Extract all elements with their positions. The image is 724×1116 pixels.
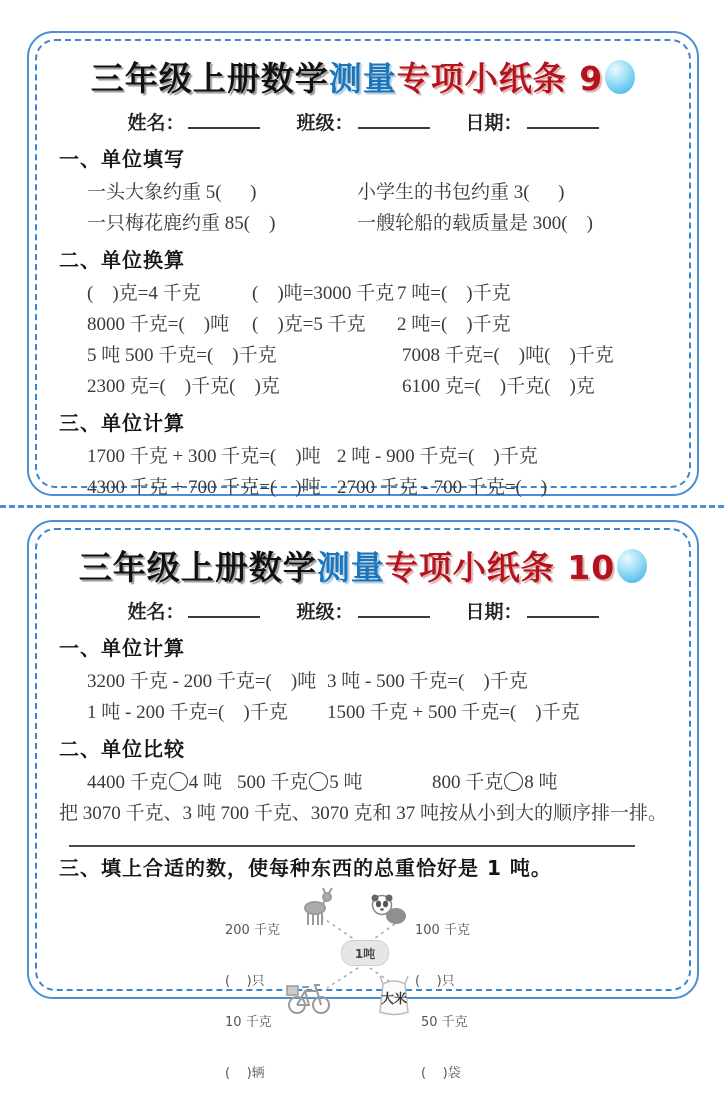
count-blank: ( )袋 (421, 1066, 461, 1081)
comparison-circle (504, 772, 523, 791)
comparison-circle (309, 772, 328, 791)
title-segment-blue: 测量 (316, 548, 385, 587)
exercise-cell: 一头大象约重 5( ) (87, 182, 257, 203)
worksheet-card-10 (27, 520, 699, 1081)
sort-instruction: 把 3070 千克、3 吨 700 千克、3070 克和 37 吨按从小到大的顺序排一排。 (59, 803, 668, 824)
title-segment-black: 三年级上册数学 (90, 59, 329, 98)
exercise-cell: 1700 千克 + 300 千克=( )吨 (87, 446, 321, 467)
title-segment-blue: 测量 (328, 59, 397, 98)
date-label: 日期： (465, 112, 523, 134)
name-field (127, 108, 260, 135)
worksheet-title (59, 53, 667, 100)
section-heading-1: 一、单位填写 (59, 147, 185, 171)
count-blank: ( )只 (415, 974, 455, 989)
comparison-item (432, 767, 667, 798)
rice-bag-label: 大米 (380, 992, 407, 1007)
count-blank: ( )辆 (225, 1066, 265, 1081)
exercise-cell: 2 吨 - 900 千克=( )千克 (337, 446, 538, 467)
exercise-cell: 1500 千克 + 500 千克=( )千克 (327, 702, 580, 723)
exercise-cell: ( )克=4 千克 (87, 283, 201, 304)
date-blank-line (527, 114, 599, 129)
worksheet-row (59, 177, 667, 208)
comparison-item (87, 767, 237, 798)
exercise-cell: 7008 千克=( )吨( )千克 (402, 345, 614, 366)
diagram-item-bicycle-labels (225, 980, 272, 1116)
class-field (296, 108, 429, 135)
balloon-icon (605, 60, 635, 94)
exercise-cell: ( )克=5 千克 (252, 314, 366, 335)
worksheet-row (59, 309, 667, 340)
weight-label: 100 千克 (415, 923, 470, 938)
worksheet-row (59, 340, 667, 371)
worksheet-row (59, 472, 667, 503)
worksheet-row (59, 278, 667, 309)
comparison-right: 5 吨 (329, 772, 363, 793)
exercise-cell: 小学生的书包约重 3( ) (357, 182, 565, 203)
class-label: 班级： (296, 112, 354, 134)
name-label: 姓名： (127, 112, 185, 134)
weight-label: 10 千克 (225, 1015, 272, 1030)
meta-row (59, 108, 667, 135)
worksheet-row (59, 441, 667, 472)
class-blank-line (358, 603, 430, 618)
comparison-row (59, 767, 667, 798)
exercise-cell: 一艘轮船的载质量是 300( ) (357, 213, 593, 234)
name-blank-line (188, 114, 260, 129)
date-field (466, 597, 599, 624)
class-blank-line (358, 114, 430, 129)
count-blank: ( )只 (225, 974, 265, 989)
comparison-item (237, 767, 432, 798)
name-label: 姓名： (127, 601, 185, 623)
bicycle-icon (285, 976, 333, 1016)
section-heading-3: 三、填上合适的数，使每种东西的总重恰好是 1 吨。 (59, 856, 552, 880)
section-heading-2: 二、单位换算 (59, 248, 185, 272)
date-blank-line (527, 603, 599, 618)
meta-row (59, 597, 667, 624)
class-field (296, 597, 429, 624)
diagram-item-rice-labels (421, 980, 468, 1116)
worksheet-row (59, 697, 667, 728)
worksheet-title (59, 542, 667, 589)
worksheet-card-9 (27, 31, 699, 496)
exercise-cell: ( )吨=3000 千克 (252, 283, 395, 304)
date-field (466, 108, 599, 135)
comparison-left: 800 千克 (432, 772, 504, 793)
title-segment-red: 专项小纸条 9 (396, 59, 604, 98)
rice-bag-icon (375, 972, 413, 1018)
title-segment-black: 三年级上册数学 (78, 548, 317, 587)
worksheet-row (59, 666, 667, 697)
class-label: 班级： (296, 601, 354, 623)
title-segment-red: 专项小纸条 10 (384, 548, 616, 587)
exercise-cell: 3200 千克 - 200 千克=( )吨 (87, 671, 317, 692)
exercise-cell: 1 吨 - 200 千克=( )千克 (87, 702, 288, 723)
comparison-left: 500 千克 (237, 772, 309, 793)
exercise-cell: 5 吨 500 千克=( )千克 (87, 345, 277, 366)
comparison-left: 4400 千克 (87, 772, 168, 793)
worksheet-row (59, 371, 667, 402)
balloon-icon (617, 549, 647, 583)
worksheet-row (59, 208, 667, 239)
cut-line-divider (0, 505, 724, 508)
weight-diagram (223, 886, 503, 1081)
answer-line (69, 845, 635, 847)
exercise-cell: 2700 千克 - 700 千克=( ) (337, 477, 548, 498)
section-heading-3: 三、单位计算 (59, 411, 185, 435)
weight-label: 200 千克 (225, 923, 280, 938)
exercise-cell: 8000 千克=( )吨 (87, 314, 230, 335)
exercise-cell: 4300 千克 + 700 千克=( )吨 (87, 477, 321, 498)
name-field (127, 597, 260, 624)
name-blank-line (188, 603, 260, 618)
panda-icon (369, 892, 409, 926)
comparison-right: 8 吨 (524, 772, 558, 793)
exercise-cell: 2 吨=( )千克 (397, 314, 511, 335)
exercise-cell: 3 吨 - 500 千克=( )千克 (327, 671, 528, 692)
comparison-right: 4 吨 (188, 772, 223, 793)
deer-icon (299, 886, 335, 928)
date-label: 日期： (465, 601, 523, 623)
comparison-circle (169, 772, 188, 791)
section-heading-2: 二、单位比较 (59, 737, 185, 761)
exercise-cell: 一只梅花鹿约重 85( ) (87, 213, 276, 234)
total-weight-bubble: 1吨 (341, 940, 389, 966)
exercise-cell: 2300 克=( )千克( )克 (87, 376, 280, 397)
exercise-cell: 6100 克=( )千克( )克 (402, 376, 595, 397)
section-heading-1: 一、单位计算 (59, 636, 185, 660)
weight-label: 50 千克 (421, 1015, 468, 1030)
exercise-cell: 7 吨=( )千克 (397, 283, 511, 304)
